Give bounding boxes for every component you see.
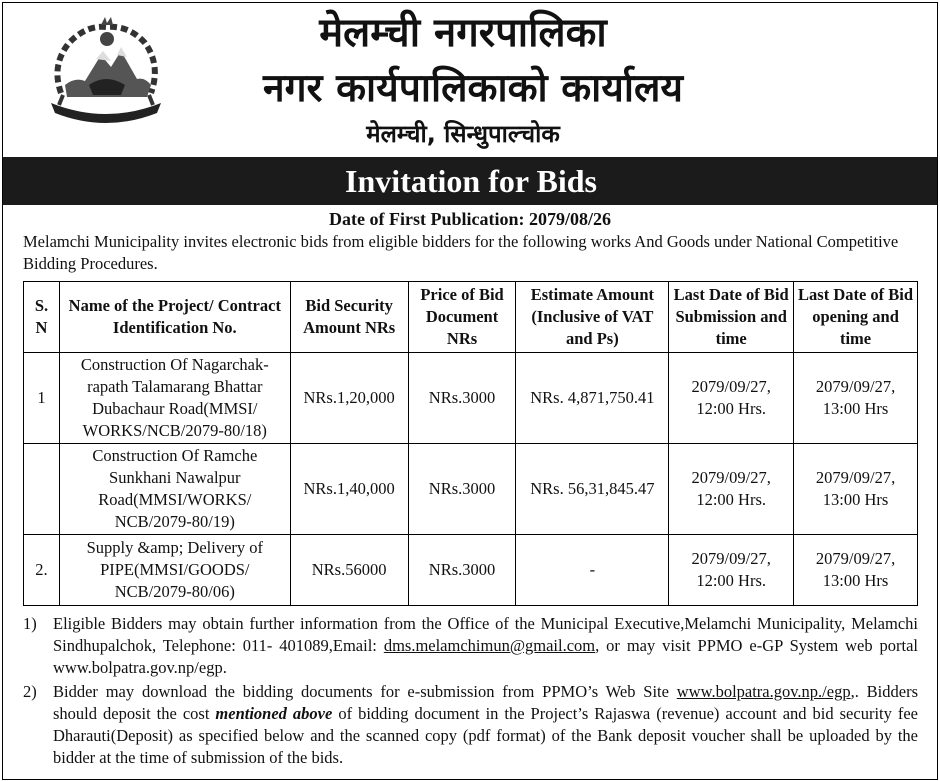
note-number: 1) [23, 614, 37, 633]
emphasis-text: mentioned above [215, 704, 333, 723]
notice-title: Invitation for Bids [2, 157, 938, 205]
cell-project: Construction Of Ramche Sunkhani Nawalpur Road(MMSI/WORKS/ NCB/2079-80/19) [59, 444, 290, 535]
note-text: of bidding document in the Project’s Rajaswa (revenue) account and bid security fee Dharauti(Deposit) as specified below and the scanned copy (pdf format) of the Bank deposit voucher shall be uploaded by the bidder at the time of submission of the bids. [53, 704, 918, 767]
cell-estimate: - [516, 535, 669, 606]
cell-submission: 2079/09/27, 12:00 Hrs. [669, 535, 794, 606]
table-row [24, 353, 918, 444]
office-name-line2: नगर कार्यपालिकाको कार्यालय [262, 66, 684, 111]
col-header-doc-price: Price of Bid Document NRs [408, 282, 516, 353]
cell-opening: 2079/09/27, 13:00 Hrs [794, 535, 918, 606]
table-header-row [24, 282, 918, 353]
col-header-project: Name of the Project/ Contract Identification No. [59, 282, 290, 353]
cell-sn: 2. [24, 535, 60, 606]
note-text: , or may visit PPMO e-GP System web portal www.bolpatra.gov.np/egp. [53, 636, 918, 677]
note-number: 2) [23, 682, 37, 701]
bids-table [23, 281, 918, 606]
email-link[interactable]: dms.melamchimun@gmail.com [383, 636, 596, 655]
website-link[interactable]: www.bolpatra.gov.np./egp [676, 682, 851, 701]
cell-bid-security: NRs.56000 [290, 535, 408, 606]
publication-date: Date of First Publication: 2079/08/26 [329, 209, 611, 229]
note-text: Eligible Bidders may obtain further information from the Office of the Municipal Executive,Melamchi Municipality, Melamchi Sindhupalchok, Telephone: 011- 401089,Email: [53, 614, 918, 655]
cell-sn: 1 [24, 353, 60, 444]
cell-submission: 2079/09/27, 12:00 Hrs. [669, 353, 794, 444]
cell-submission: 2079/09/27, 12:00 Hrs. [669, 444, 794, 535]
cell-bid-security: NRs.1,20,000 [290, 353, 408, 444]
office-address: मेलम्ची, सिन्धुपाल्चोक [366, 120, 560, 148]
cell-doc-price: NRs.3000 [408, 353, 516, 444]
notice-frame [2, 2, 938, 780]
note-text: Bidder may download the bidding documents for e-submission from PPMO’s Web Site [53, 682, 677, 701]
government-emblem-icon [41, 15, 171, 125]
notes-section [23, 613, 918, 771]
cell-project: Supply &amp; Delivery of PIPE(MMSI/GOODS/ NCB/2079-80/06) [59, 535, 290, 606]
cell-doc-price: NRs.3000 [408, 535, 516, 606]
col-header-estimate: Estimate Amount (Inclusive of VAT and Ps) [516, 282, 669, 353]
col-header-opening: Last Date of Bid opening and time [794, 282, 918, 353]
col-header-bid-security: Bid Security Amount NRs [290, 282, 408, 353]
intro-paragraph: Melamchi Municipality invites electronic bids from eligible bidders for the following works And Goods under National Competitive Bidding Procedures. [23, 232, 899, 273]
cell-estimate: NRs. 4,871,750.41 [516, 353, 669, 444]
note-text: ,. Bidders should deposit the cost [53, 682, 918, 723]
cell-opening: 2079/09/27, 13:00 Hrs [794, 353, 918, 444]
office-name-line1: मेलम्ची नगरपालिका [319, 10, 607, 56]
cell-project: Construction Of Nagarchak-rapath Talamarang Bhattar Dubachaur Road(MMSI/ WORKS/NCB/2079-80/18) [59, 353, 290, 444]
cell-opening: 2079/09/27, 13:00 Hrs [794, 444, 918, 535]
letterhead [3, 3, 937, 155]
col-header-submission: Last Date of Bid Submission and time [669, 282, 794, 353]
cell-bid-security: NRs.1,40,000 [290, 444, 408, 535]
note-2 [23, 681, 918, 769]
note-1 [23, 613, 918, 679]
col-header-sn: S. N [24, 282, 60, 353]
cell-estimate: NRs. 56,31,845.47 [516, 444, 669, 535]
table-row [24, 444, 918, 535]
cell-doc-price: NRs.3000 [408, 444, 516, 535]
table-row [24, 535, 918, 606]
cell-sn [24, 444, 60, 535]
